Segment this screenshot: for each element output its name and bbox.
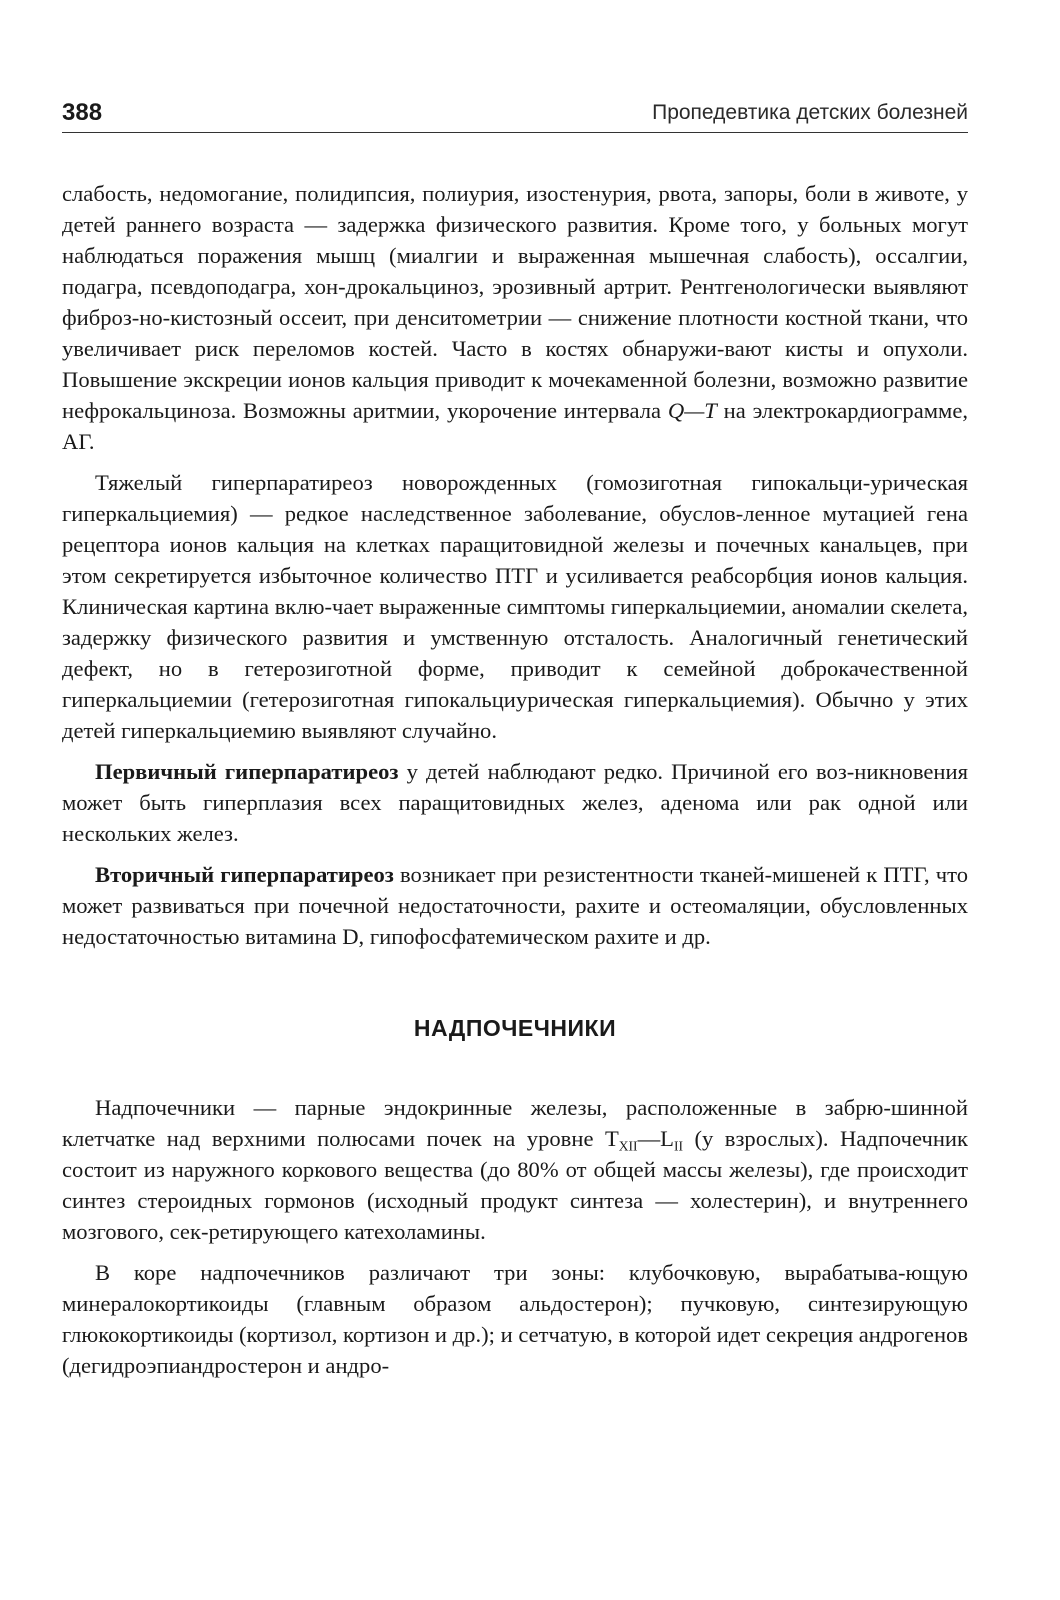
qt-interval-term: Q—T bbox=[667, 398, 717, 423]
paragraph-secondary-hyperparathyroidism bbox=[62, 859, 968, 952]
page-header bbox=[62, 96, 968, 133]
paragraph-adrenals-intro bbox=[62, 1092, 968, 1247]
paragraph-text: (у взрослых). Надпочечник состоит из наружного коркового вещества (до 80% от общей массы железы), где происходит синтез стероидных гормонов (исходный продукт синтеза — холестерин), и внутреннего мозгового, сек-ретирующего катехоламины. bbox=[62, 1126, 968, 1244]
paragraph-text: Надпочечники — парные эндокринные железы, расположенные в забрю-шинной клетчатке над верхними полюсами почек на уровне T bbox=[62, 1095, 968, 1151]
book-page bbox=[62, 96, 968, 1381]
paragraph-text: у детей наблюдают редко. Причиной его воз-никновения может быть гиперплазия всех паращитовидных желез, аденома или рак одной или нескольких желез. bbox=[62, 759, 968, 846]
dash-l-text: —L bbox=[637, 1126, 674, 1151]
subscript-vertebra: II bbox=[673, 1138, 684, 1154]
section-adrenals bbox=[62, 1092, 968, 1381]
paragraph-adrenal-cortex-zones: В коре надпочечников различают три зоны: клубочковую, вырабатыва-ющую минералокортикоиды (главным образом альдостерон); пучковую, синтезирующую глюкокортикоиды (кортизол, кортизон и др.); и сетчатую, в которой идет секреция андрогенов (дегидроэпиандростерон и андро- bbox=[62, 1260, 968, 1378]
paragraph-symptoms bbox=[62, 178, 968, 457]
section-heading-adrenals: НАДПОЧЕЧНИКИ bbox=[413, 1015, 617, 1041]
subscript-vertebra: XII bbox=[618, 1138, 638, 1154]
paragraph-primary-hyperparathyroidism bbox=[62, 756, 968, 849]
paragraph-neonatal-hyperparathyroidism: Тяжелый гиперпаратиреоз новорожденных (гомозиготная гипокальци-урическая гиперкальциемия) — редкое наследственное заболевание, обуслов-ленное мутацией гена рецептора ионов кальция на клетках паращитовидной железы и почечных канальцев, при этом секретируется избыточное количество ПТГ и усиливается реабсорбция ионов кальция. Клиническая картина вклю-чает выраженные симптомы гиперкальциемии, аномалии скелета, задержку физического развития и умственную отсталость. Аналогичный генетический дефект, но в гетерозиготной форме, приводит к семейной доброкачественной гиперкальциемии (гетерозиготная гипокальциурическая гиперкальциемия). Обычно у этих детей гиперкальциемию выявляют случайно. bbox=[62, 470, 968, 743]
paragraph-text: на электрокардиограмме, АГ. bbox=[62, 398, 969, 454]
term-secondary-hyperparathyroidism: Вторичный гиперпаратиреоз bbox=[95, 862, 394, 887]
term-primary-hyperparathyroidism: Первичный гиперпаратиреоз bbox=[95, 759, 399, 784]
paragraph-text: слабость, недомогание, полидипсия, полиурия, изостенурия, рвота, запоры, боли в животе, у детей раннего возраста — задержка физического развития. Кроме того, у больных могут наблюдаться поражения мышц (миалгии и выраженная мышечная слабость), оссалгии, подагра, псевдоподагра, хон-дрокальциноз, эрозивный артрит. Рентгенологически выявляют фиброз-но-кистозный оссеит, при денситометрии — снижение плотности костной ткани, что увеличивает риск переломов костей. Часто в костях обнаружи-вают кисты и опухоли. Повышение экскреции ионов кальция приводит к мочекаменной болезни, возможно развитие нефрокальциноза. Возможны аритмии, укорочение интервала bbox=[62, 181, 968, 423]
section-hyperparathyroidism bbox=[62, 178, 968, 952]
running-title: Пропедевтика детских болезней bbox=[652, 101, 968, 124]
paragraph-text: возникает при резистентности тканей-мишеней к ПТГ, что может развиваться при почечной недостаточности, рахите и остеомаляции, обусловленных недостаточностью витамина D, гипофосфатемическом рахите и др. bbox=[62, 862, 968, 949]
page-number: 388 bbox=[62, 99, 103, 126]
